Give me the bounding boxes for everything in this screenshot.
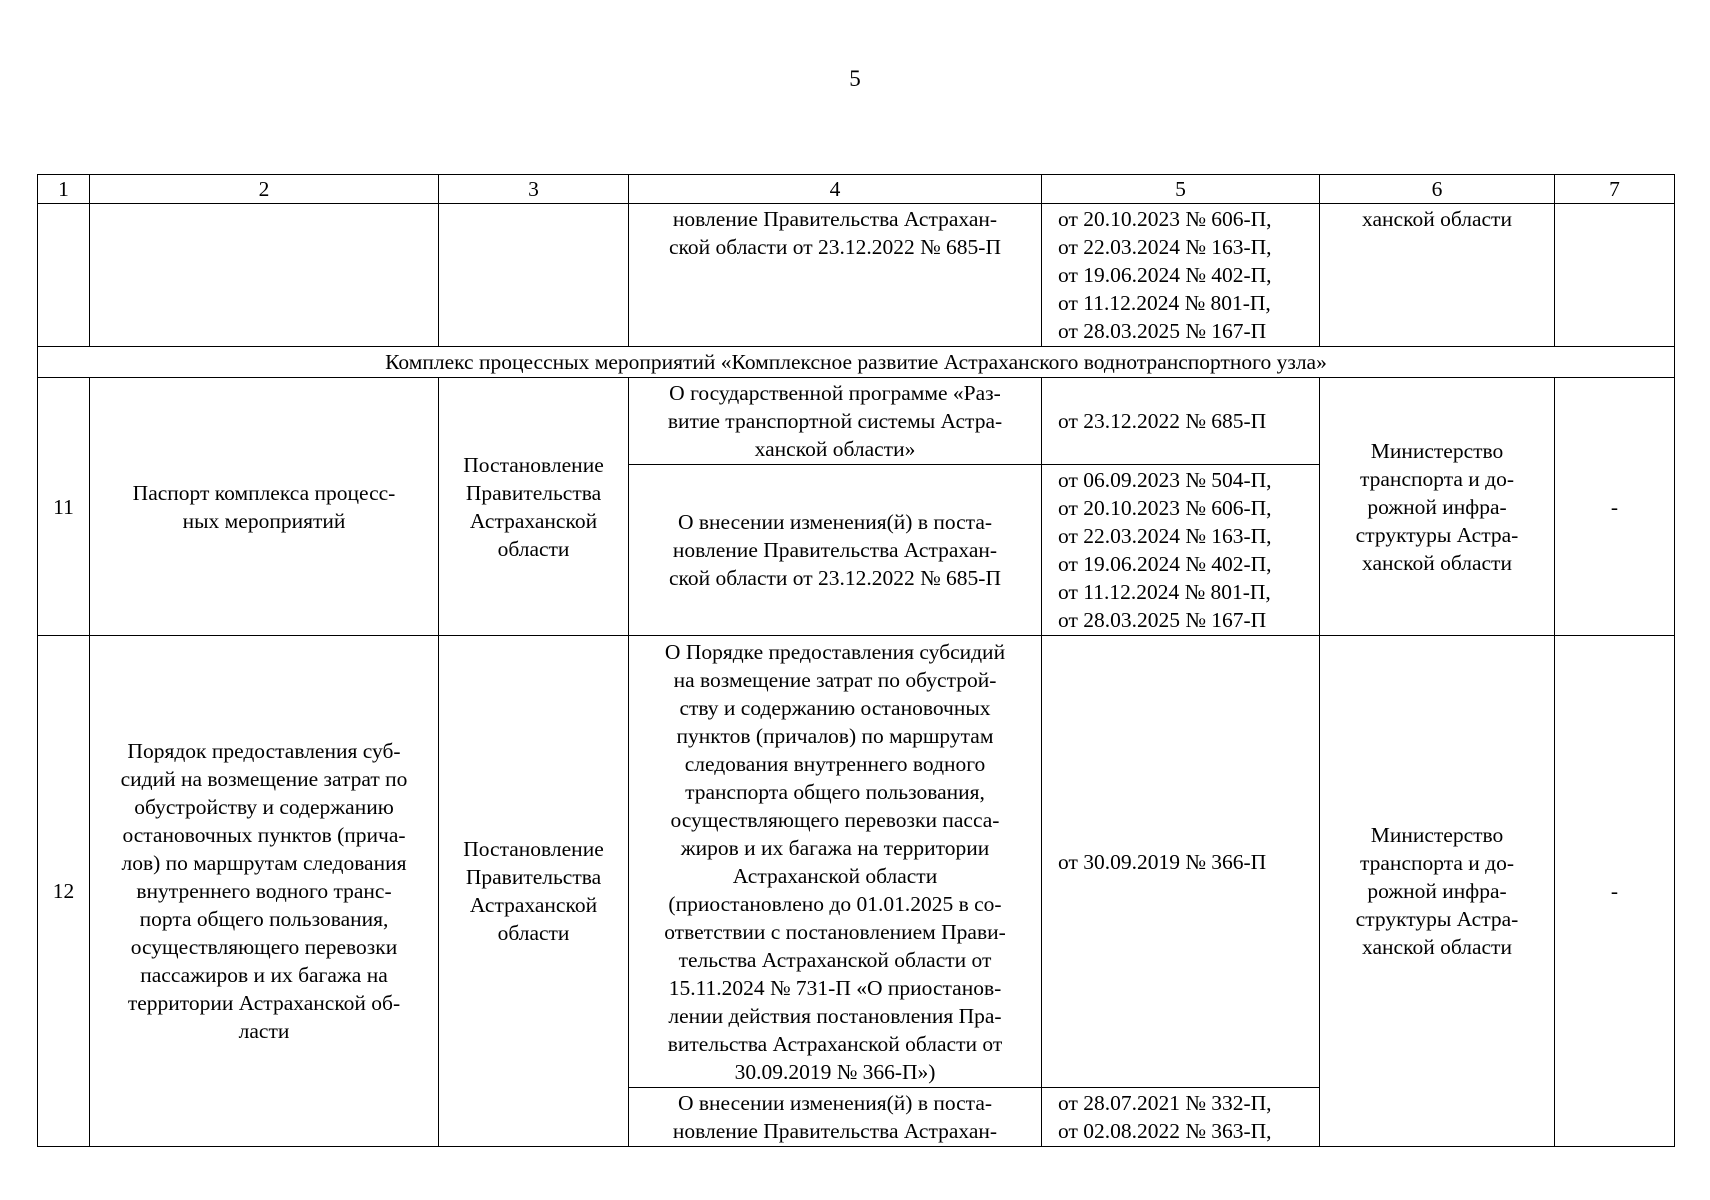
cont-responsible: ханской области	[1320, 204, 1555, 347]
row-12-responsible: Министерство транспорта и до- рожной инфра- структуры Астра- ханской области	[1320, 636, 1555, 1147]
row-12-document-type: Постановление Правительства Астраханской области	[439, 636, 629, 1147]
row-11a-date: от 23.12.2022 № 685-П	[1042, 378, 1320, 465]
row-12b-dates: от 28.07.2021 № 332-П, от 02.08.2022 № 363-П,	[1042, 1088, 1320, 1147]
row-12-number: 12	[38, 636, 90, 1147]
row-11a-title: О государственной программе «Раз- витие транспортной системы Астра- ханской области»	[629, 378, 1042, 465]
header-cell-2: 2	[90, 175, 439, 204]
header-cell-3: 3	[439, 175, 629, 204]
row-11-note: -	[1555, 378, 1675, 636]
row-11a	[38, 378, 1675, 465]
regulations-table	[37, 174, 1675, 1147]
section-title: Комплекс процессных мероприятий «Комплексное развитие Астраханского воднотранспортного узла»	[38, 347, 1675, 378]
row-12-document-name: Порядок предоставления суб- сидий на возмещение затрат по обустройству и содержанию остановочных пунктов (прича- лов) по маршрутам следования внутреннего водного транс- порта общего пользования, осуществляющего перевозки пассажиров и их багажа на территории Астраханской об- ласти	[90, 636, 439, 1147]
cont-document-title: новление Правительства Астрахан- ской области от 23.12.2022 № 685-П	[629, 204, 1042, 347]
row-12a-date: от 30.09.2019 № 366-П	[1042, 636, 1320, 1088]
header-cell-7: 7	[1555, 175, 1675, 204]
row-11b-dates: от 06.09.2023 № 504-П, от 20.10.2023 № 606-П, от 22.03.2024 № 163-П, от 19.06.2024 № 402-П, от 11.12.2024 № 801-П, от 28.03.2025 № 167-П	[1042, 465, 1320, 636]
cont-cell-3	[439, 204, 629, 347]
row-12a	[38, 636, 1675, 1088]
header-cell-1: 1	[38, 175, 90, 204]
row-11-number: 11	[38, 378, 90, 636]
row-11-document-type: Постановление Правительства Астраханской области	[439, 378, 629, 636]
cont-cell-2	[90, 204, 439, 347]
page-number: 5	[849, 66, 861, 91]
cont-cell-7	[1555, 204, 1675, 347]
header-cell-4: 4	[629, 175, 1042, 204]
section-row	[38, 347, 1675, 378]
cont-document-dates: от 20.10.2023 № 606-П, от 22.03.2024 № 163-П, от 19.06.2024 № 402-П, от 11.12.2024 № 801-П, от 28.03.2025 № 167-П	[1042, 204, 1320, 347]
header-cell-6: 6	[1320, 175, 1555, 204]
row-12a-title: О Порядке предоставления субсидий на возмещение затрат по обустрой- ству и содержанию остановочных пунктов (причалов) по маршрутам следования внутреннего водного транспорта общего пользования, осуществляющего перевозки пасса- жиров и их багажа на территории Астраханской области (приостановлено до 01.01.2025 в со- ответствии с постановлением Прави- тельства Астраханской области от 15.11.2024 № 731-П «О приостанов- лении действия постановления Пра- вительства Астраханской области от 30.09.2019 № 366-П»)	[629, 636, 1042, 1088]
row-11-document-name: Паспорт комплекса процесс- ных мероприятий	[90, 378, 439, 636]
row-11b-title: О внесении изменения(й) в поста- новление Правительства Астрахан- ской области от 23.12.2022 № 685-П	[629, 465, 1042, 636]
row-12-note: -	[1555, 636, 1675, 1147]
row-12b-title: О внесении изменения(й) в поста- новление Правительства Астрахан-	[629, 1088, 1042, 1147]
row-11-responsible: Министерство транспорта и до- рожной инфра- структуры Астра- ханской области	[1320, 378, 1555, 636]
header-cell-5: 5	[1042, 175, 1320, 204]
cont-cell-1	[38, 204, 90, 347]
header-row	[38, 175, 1675, 204]
continuation-row	[38, 204, 1675, 347]
